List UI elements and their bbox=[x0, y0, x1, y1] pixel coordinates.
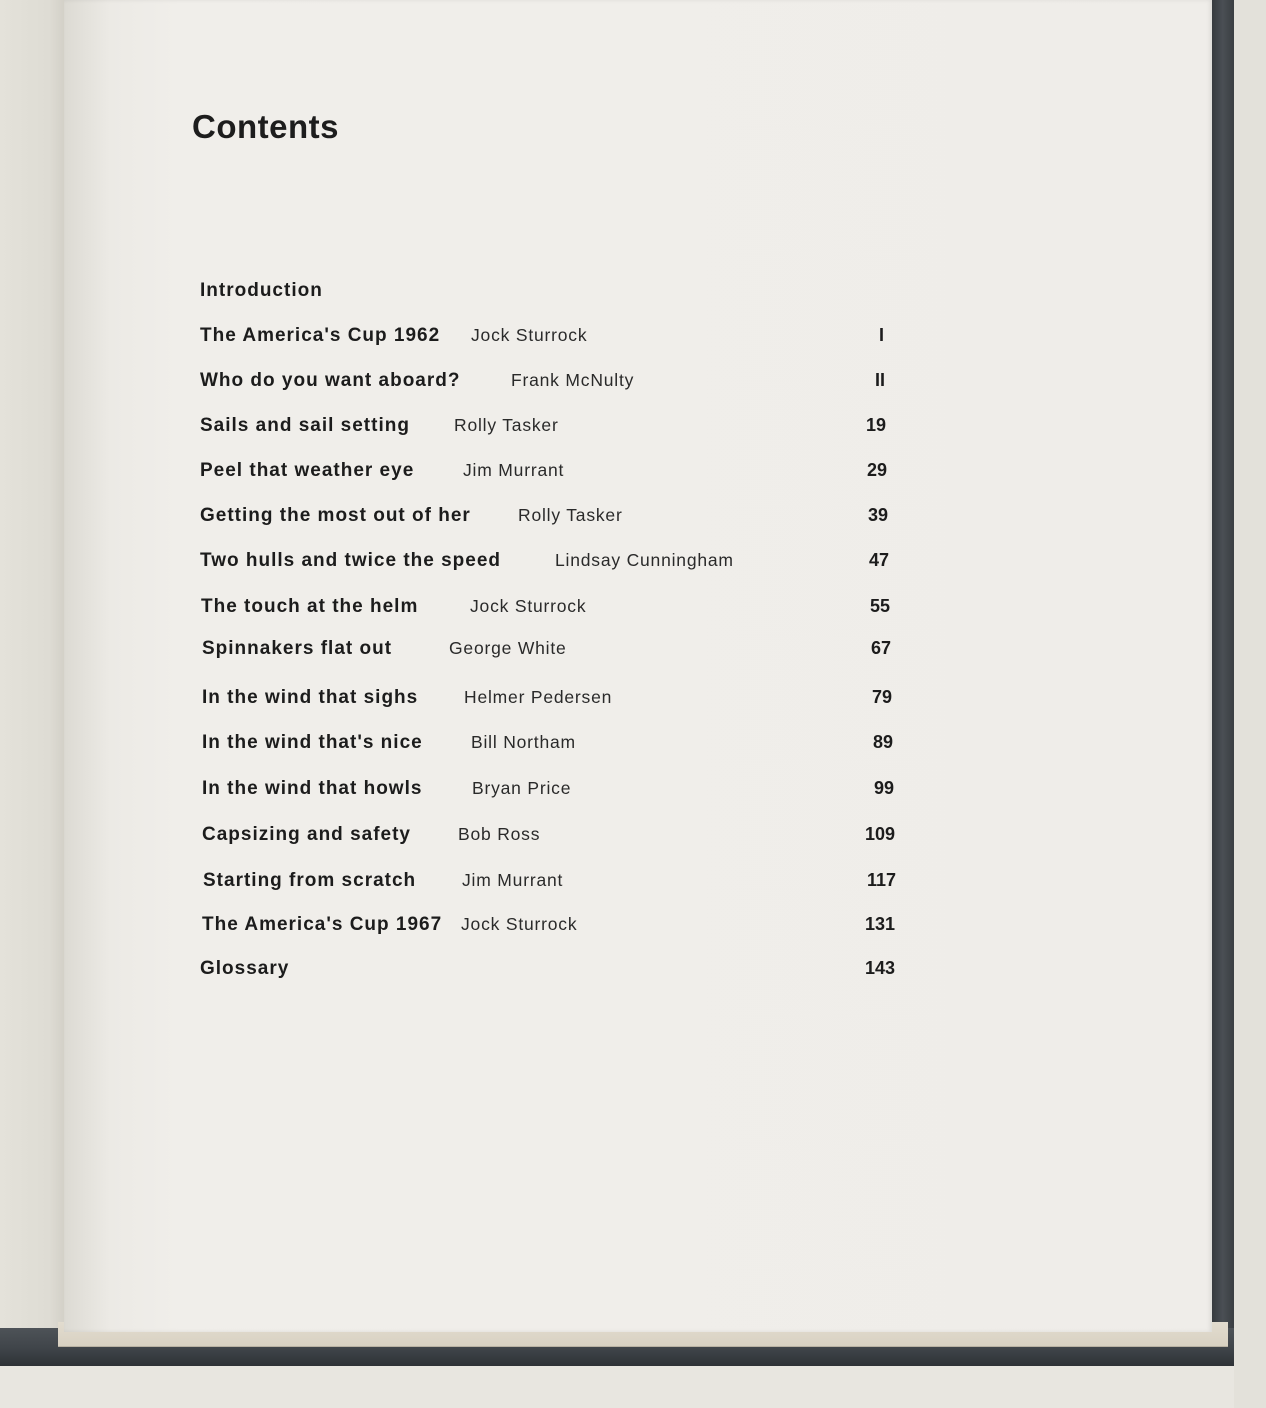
toc-title: The touch at the helm bbox=[201, 596, 419, 617]
toc-entry bbox=[0, 550, 1266, 580]
toc-title: The America's Cup 1967 bbox=[202, 914, 443, 935]
toc-page-number: 143 bbox=[864, 958, 895, 978]
toc-entry bbox=[0, 415, 1266, 445]
toc-page-number: 89 bbox=[872, 732, 893, 752]
page-title: Contents bbox=[192, 108, 339, 145]
toc-page-number: 55 bbox=[869, 596, 890, 616]
toc-entry bbox=[0, 824, 1266, 854]
toc-page-number: 117 bbox=[866, 870, 896, 890]
toc-title: Getting the most out of her bbox=[200, 505, 471, 526]
toc-entry bbox=[0, 778, 1266, 808]
toc-title: In the wind that howls bbox=[202, 778, 423, 799]
toc-title: Starting from scratch bbox=[203, 870, 417, 891]
toc-author: Jock Sturrock bbox=[471, 325, 588, 345]
toc-author: Bryan Price bbox=[472, 778, 572, 798]
toc-title: In the wind that sighs bbox=[202, 687, 419, 708]
toc-page-number: 39 bbox=[867, 505, 888, 525]
toc-title: Glossary bbox=[200, 958, 290, 979]
toc-author: George White bbox=[449, 638, 567, 658]
toc-author: Bill Northam bbox=[471, 732, 576, 752]
toc-entry bbox=[0, 958, 1266, 988]
toc-entry bbox=[0, 460, 1266, 490]
toc-author: Jim Murrant bbox=[463, 460, 565, 480]
toc-author: Jock Sturrock bbox=[470, 596, 587, 616]
toc-page-number: 131 bbox=[864, 914, 895, 934]
toc-page-number: 79 bbox=[871, 687, 892, 707]
toc-entry bbox=[0, 638, 1266, 668]
toc-title: Introduction bbox=[200, 280, 323, 301]
toc-entry bbox=[0, 687, 1266, 717]
toc-title: The America's Cup 1962 bbox=[200, 325, 441, 346]
toc-author: Helmer Pedersen bbox=[464, 687, 613, 707]
toc-entry bbox=[0, 596, 1266, 626]
left-page-edge bbox=[0, 0, 70, 1345]
toc-author: Jock Sturrock bbox=[461, 914, 578, 934]
toc-page-number: 109 bbox=[864, 824, 895, 844]
toc-entry bbox=[0, 870, 1266, 900]
toc-author: Rolly Tasker bbox=[518, 505, 623, 525]
toc-author: Rolly Tasker bbox=[454, 415, 559, 435]
toc-title: Sails and sail setting bbox=[200, 415, 410, 436]
toc-page-number: 19 bbox=[865, 415, 886, 435]
toc-entry bbox=[0, 325, 1266, 355]
toc-author: Bob Ross bbox=[458, 824, 541, 844]
toc-title: Capsizing and safety bbox=[202, 824, 411, 845]
toc-page-number: 47 bbox=[868, 550, 889, 570]
toc-title: Who do you want aboard? bbox=[200, 370, 461, 391]
toc-title: In the wind that's nice bbox=[202, 732, 423, 753]
toc-page-number: 67 bbox=[870, 638, 891, 658]
toc-title: Two hulls and twice the speed bbox=[200, 550, 502, 571]
toc-entry bbox=[0, 732, 1266, 762]
toc-entry bbox=[0, 505, 1266, 535]
toc-page-number: 99 bbox=[873, 778, 894, 798]
toc-author: Lindsay Cunningham bbox=[555, 550, 734, 570]
toc-entry bbox=[0, 280, 1266, 310]
toc-page-number: II bbox=[874, 370, 885, 390]
toc-entry bbox=[0, 914, 1266, 944]
toc-page-number: 29 bbox=[866, 460, 887, 480]
toc-page-number: I bbox=[878, 325, 884, 345]
toc-author: Frank McNulty bbox=[511, 370, 635, 390]
toc-author: Jim Murrant bbox=[462, 870, 564, 890]
toc-title: Peel that weather eye bbox=[200, 460, 415, 481]
toc-entry bbox=[0, 370, 1266, 400]
toc-title: Spinnakers flat out bbox=[202, 638, 393, 659]
